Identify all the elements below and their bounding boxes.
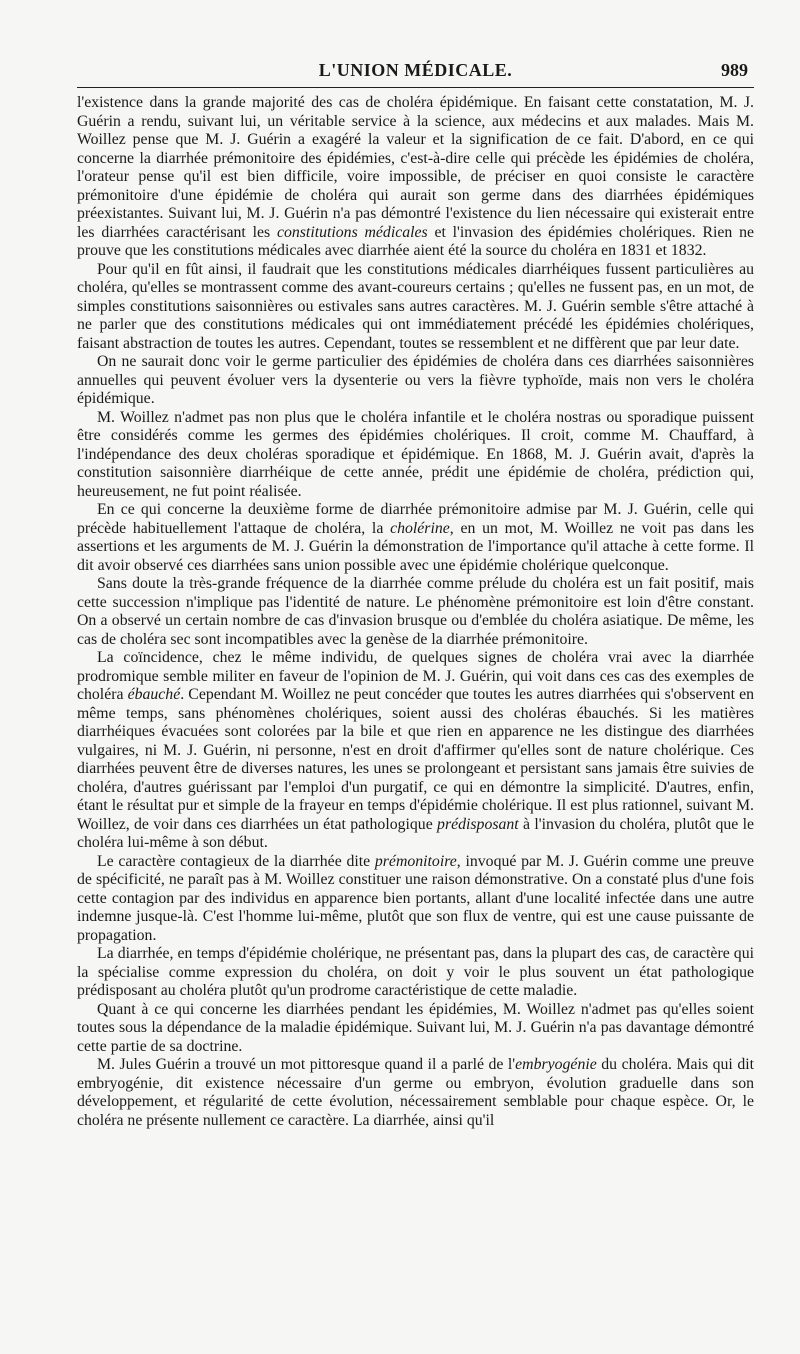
text-run: . Cependant M. Woillez ne peut concéder que toutes les autres diarrhées qui s'observent en même temps, sans phénomènes cholériques, soient aussi des choléras ébauchés. Si les matières diarrhéiques évacuées sont colorées par la bile et que rien en apparence ne les distingue des diarrhées vulgaires, ni M. J. Guérin, ni personne, n'est en droit d'affirmer qu'elles sont de nature cholérique. Ces diarrhées peuvent être de diverses natures, les unes se prolongeant et persistant sans jamais être suivies de choléra, d'autres guérissant par l'emploi d'un purgatif, ce qui en démontre la simplicité. D'autres, enfin, étant le résultat pur et simple de la frayeur en temps d'épidémie cholérique. Il est plus rationnel, suivant M. Woillez, de voir dans ces diarrhées un état pathologique [77,686,754,833]
journal-title: L'UNION MÉDICALE. [318,60,513,80]
paragraph [77,945,754,1001]
page-number: 989 [721,60,748,80]
paragraph [77,575,754,649]
paragraph [77,261,754,354]
paragraph [77,649,754,853]
text-run: l'existence dans la grande majorité des cas de choléra épidémique. En faisant cette constatation, M. J. Guérin a rendu, suivant lui, un véritable service à la science, aux médecins et aux malades. Mais M. Woillez pense que M. J. Guérin a exagéré la valeur et la signification de ce fait. D'abord, en ce qui concerne la diarrhée prémonitoire des épidémies, c'est-à-dire celle qui précède les épidémies de choléra, l'orateur pense qu'il est bien difficile, voire impossible, de préciser en quoi consiste le caractère prémonitoire d'une épidémie de choléra qui aurait son germe dans des diarrhées épidémiques préexistantes. Suivant lui, M. J. Guérin n'a pas démontré l'existence du lien nécessaire qui existerait entre les diarrhées caractérisant les [77,94,754,241]
paragraph [77,853,754,946]
italic-term: ébauché [127,686,181,703]
paragraph [77,1056,754,1130]
italic-term: prémonitoire [374,852,457,870]
text-run: Le caractère contagieux de la diarrhée dite [97,852,375,870]
text-run: , en un mot, M. Woillez ne voit pas dans les assertions et les arguments de M. J. Guérin la démonstration de l'importance qu'il attache à cette forme. Il dit avoir observé ces diarrhées sans union possible avec une épidémie cholérique quelconque. [77,519,754,574]
text-run: En ce qui concerne la deuxième forme de diarrhée prémonitoire admise par M. J. Guérin, celle qui précède habituellement l'attaque de choléra, la [77,501,754,537]
text-run: et l'invasion des épidémies cholériques. Rien ne prouve que les constitutions médicales avec diarrhée aient été la source du choléra en 1831 et 1832. [77,223,754,259]
italic-term: prédisposant [437,815,519,833]
paragraph [77,94,754,261]
italic-term: cholérine [390,519,450,537]
paragraph [77,1001,754,1057]
paragraph [77,409,754,502]
text-run: M. Woillez n'admet pas non plus que le choléra infantile et le choléra nostras ou sporadique puissent être considérés comme les germes des épidémies cholériques. Il croit, comme M. Chauffard, à l'indépendance des deux choléras sporadique et épidémique. En 1868, M. J. Guérin avait, d'après la constitution saisonnière diarrhéique de cette année, prédit une épidémie de choléra, prédiction qui, heureusement, ne fut point réalisée. [77,408,754,500]
text-run: La diarrhée, en temps d'épidémie cholérique, ne présentant pas, dans la plupart des cas, de caractère qui la spécialise comme expression du choléra, on doit y voir le plus souvent un état pathologique prédisposant au choléra plutôt qu'un prodrome caractéristique de cette maladie. [77,945,754,999]
italic-term: embryogénie [515,1056,597,1073]
paragraph [77,353,754,409]
article-body [77,94,754,1130]
text-run: On ne saurait donc voir le germe particulier des épidémies de choléra dans ces diarrhées saisonnières annuelles qui peuvent évoluer vers la dysenterie ou vers la fièvre typhoïde, mais non vers le choléra épidémique. [77,353,754,407]
italic-term: constitutions médicales [276,223,428,241]
text-run: Sans doute la très-grande fréquence de la diarrhée comme prélude du choléra est un fait positif, mais cette succession n'implique pas l'identité de nature. Le phénomène prémonitoire est loin d'être constant. On a observé un certain nombre de cas d'invasion brusque ou d'emblée du choléra asiatique. De même, les cas de choléra sec sont incompatibles avec la genèse de la diarrhée prémonitoire. [77,575,754,648]
running-header [77,60,754,84]
text-run: Quant à ce qui concerne les diarrhées pendant les épidémies, M. Woillez n'admet pas qu'elles soient toutes sous la dépendance de la maladie épidémique. Suivant lui, M. J. Guérin n'a pas davantage démontré cette partie de sa doctrine. [77,1000,754,1055]
header-rule [77,87,754,88]
text-run: M. Jules Guérin a trouvé un mot pittoresque quand il a parlé de l' [97,1056,516,1073]
text-run: , invoqué par M. J. Guérin comme une preuve de spécificité, ne paraît pas à M. Woillez constituer une raison démonstrative. On a constaté plus d'une fois cette contagion par des individus en apparence bien portants, allant d'une localité infectée dans une autre indemne jusque-là. C'est l'homme lui-même, plutôt que son flux de ventre, qui est une cause puissante de propagation. [77,852,754,944]
paragraph [77,501,754,575]
text-run: Pour qu'il en fût ainsi, il faudrait que les constitutions médicales diarrhéiques fussent particulières au choléra, qu'elles se montrassent comme des avant-coureurs certains ; qu'elles ne fussent pas, en un mot, de simples constitutions saisonnières ou estivales sans autres caractères. M. J. Guérin semble s'être attaché à ne parler que des constitutions médicales qui ont immédiatement précédé les épidémies cholériques, faisant abstraction de toutes les autres. Cependant, toutes se ressemblent et ne diffèrent que par leur date. [77,260,754,352]
text-run: du choléra. Mais qui dit embryogénie, dit existence nécessaire d'un germe ou embryon, évolution graduelle dans son développement, et régularité de cette évolution, nécessairement semblable pour chaque espèce. Or, le choléra ne présente nullement ce caractère. La diarrhée, ainsi qu'il [77,1056,754,1129]
text-run: La coïncidence, chez le même individu, de quelques signes de choléra vrai avec la diarrhée prodromique semble militer en faveur de l'opinion de M. J. Guérin, qui voit dans ces cas des exemples de choléra [77,649,754,703]
text-run: à l'invasion du choléra, plutôt que le choléra lui-même à son début. [77,815,755,851]
